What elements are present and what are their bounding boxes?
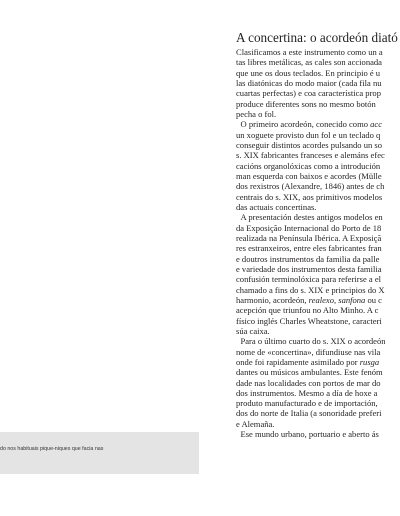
italic-term: sanfona xyxy=(338,294,366,305)
italic-term: rusga xyxy=(359,356,380,367)
text-line: onde foi rapidamente asimilado por rusga xyxy=(236,356,380,367)
text-line: físico inglés Charles Wheatstone, caracteri xyxy=(236,315,382,326)
text-line: Ese mundo urbano, portuario e aberto ás xyxy=(240,429,379,440)
paragraph-4 xyxy=(236,336,400,429)
paragraph-3 xyxy=(236,212,400,336)
text-line: das actuais concertinas. xyxy=(236,201,317,212)
text-line: e variedade dos instrumentos desta familia xyxy=(236,263,382,274)
caption-text: do nos habituais pique-niques que facia nas xyxy=(0,446,104,452)
text-line: Clasificamos a este instrumento como un a xyxy=(236,47,383,57)
paragraph-1 xyxy=(236,47,400,119)
text-line: chamado a fins do s. XIX e principios do X xyxy=(236,284,385,295)
text-line: pecha o fol. xyxy=(236,108,277,119)
caption-box xyxy=(0,432,199,474)
text-line: produce diferentes sons no mesmo botón xyxy=(236,98,376,109)
text-line: Para o último cuarto do s. XIX o acordeón xyxy=(240,336,386,347)
text-line: man esquerda con baixos e acordes (Mülle xyxy=(236,170,382,181)
article-column xyxy=(236,30,400,516)
article-title: A concertina: o acordeón diató xyxy=(236,30,398,45)
text-line: dade nas localidades con portos de mar do xyxy=(236,377,381,388)
text-line: las diatónicas do modo maior (cada fila nu xyxy=(236,77,382,88)
text-line: centrais do s. XIX, aos primitivos modelos xyxy=(236,191,383,202)
text-line: confusión terminolóxica para referirse a el xyxy=(236,274,381,285)
text-line: súa caixa. xyxy=(236,325,270,336)
text-line: produto manufacturado e de importación, xyxy=(236,398,378,409)
text-line: tas libres metálicas, as cales son accionada xyxy=(236,57,382,68)
text-line: dos instrumentos. Mesmo a día de hoxe a xyxy=(236,387,378,398)
text-line: O primeiro acordeón, conecido como acc xyxy=(240,119,383,130)
italic-term: realexo, xyxy=(308,294,337,305)
text-line: dantes ou músicos ambulantes. Este fenóm xyxy=(236,367,383,378)
paragraph-2 xyxy=(236,119,400,212)
text-line: e Alemaña. xyxy=(236,418,275,429)
text-line: cuartas perfectas) e coa característica prop xyxy=(236,88,381,99)
text-line: res estranxeiros, entre eles fabricantes fran xyxy=(236,243,382,254)
text-line: dos rexistros (Alexandre, 1846) antes de ch xyxy=(236,181,385,192)
text-line: A presentación destes antigos modelos en xyxy=(240,212,383,223)
text-line: dos do norte de Italia (a sonoridade preferi xyxy=(236,408,382,419)
text-line: e doutros instrumentos da familia da palle xyxy=(236,253,380,264)
text-line: nome de «concertina», difundiuse nas vila xyxy=(236,346,381,357)
text-line: que une os dous teclados. En principio é u xyxy=(236,67,381,78)
text-line: cacións organolóxicas como a introdución xyxy=(236,160,381,171)
text-line: harmonio, acordeón, realexo, sanfona ou c xyxy=(236,294,382,305)
text-line: realizada na Península Ibérica. A Exposiçã xyxy=(236,232,382,243)
text-line: conseguir distintos acordes pulsando un so xyxy=(236,139,382,150)
text-line: s. XIX fabricantes franceses e alemáns efec xyxy=(236,150,385,161)
italic-term: acc xyxy=(370,119,383,130)
text-line: da Exposição Internacional do Porto de 18 xyxy=(236,222,382,233)
paragraph-5 xyxy=(236,429,400,439)
text-line: un xoguete provisto dun fol e un teclado q xyxy=(236,129,381,140)
text-line: acepción que triunfou no Alto Minho. A c xyxy=(236,305,379,316)
